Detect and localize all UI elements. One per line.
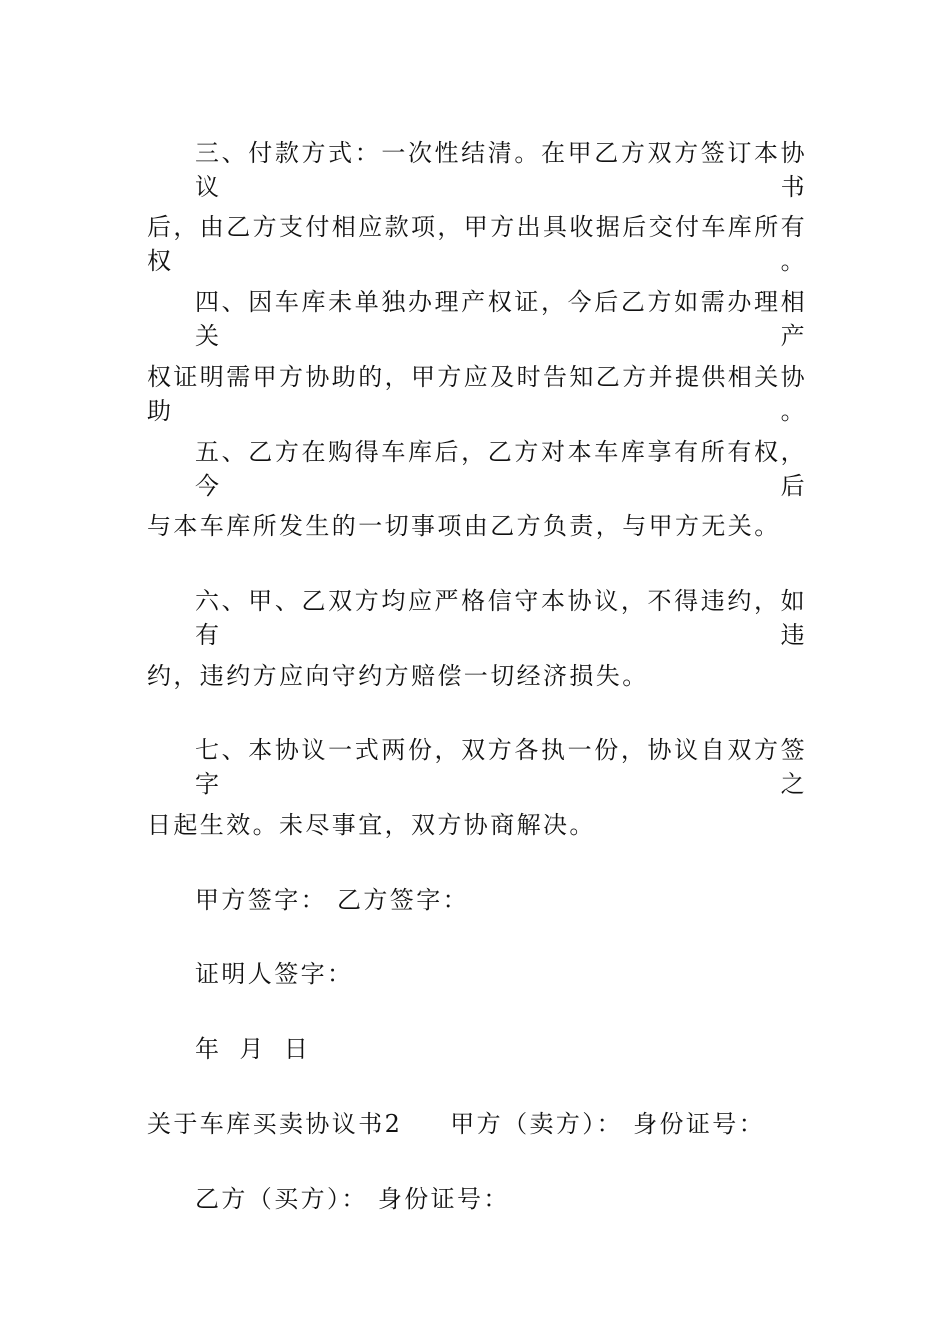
signature-line: [195, 883, 855, 917]
clause-6-line-2: 约，违约方应向守约方赔偿一切经济损失。: [147, 662, 649, 690]
clause-5-line-2: 与本车库所发生的一切事项由乙方负责，与甲方无关。: [147, 512, 781, 540]
clause-4-line-1: 四、因车库未单独办理产权证，今后乙方如需办理相关产: [195, 288, 807, 350]
date-year-label: 年: [195, 1035, 222, 1063]
date-line: [195, 1032, 855, 1066]
date-month-label: 月: [239, 1035, 266, 1063]
party-b-id-label: 身份证号：: [377, 1185, 510, 1213]
clause-3-line-1: 三、付款方式：一次性结清。在甲乙方双方签订本协议书: [195, 139, 807, 201]
party-b-buyer-label: 乙方（买方）：: [195, 1185, 368, 1213]
party-a-signature-label: 甲方签字：: [195, 886, 327, 914]
party-a-id-label: 身份证号：: [633, 1110, 766, 1138]
next-document-header: [147, 1107, 807, 1141]
party-b-signature-label: 乙方签字：: [337, 886, 469, 914]
witness-signature-label: 证明人签字：: [195, 960, 354, 988]
date-day-label: 日: [283, 1035, 311, 1063]
clause-3-line-2: 后，由乙方支付相应款项，甲方出具收据后交付车库所有权。: [147, 213, 807, 275]
clause-7-line-2: 日起生效。未尽事宜，双方协商解决。: [147, 811, 596, 839]
clause-5-line-1: 五、乙方在购得车库后，乙方对本车库享有所有权，今后: [195, 438, 807, 500]
clause-6-line-1: 六、甲、乙双方均应严格信守本协议，不得违约，如有违: [195, 587, 807, 649]
party-b-line: [195, 1182, 855, 1216]
party-a-seller-label: 甲方（卖方）：: [450, 1110, 624, 1138]
clause-7-line-1: 七、本协议一式两份，双方各执一份，协议自双方签字之: [195, 736, 807, 798]
clause-4-line-2: 权证明需甲方协助的，甲方应及时告知乙方并提供相关协助。: [147, 363, 807, 425]
next-document-title: 关于车库买卖协议书2: [147, 1110, 403, 1138]
